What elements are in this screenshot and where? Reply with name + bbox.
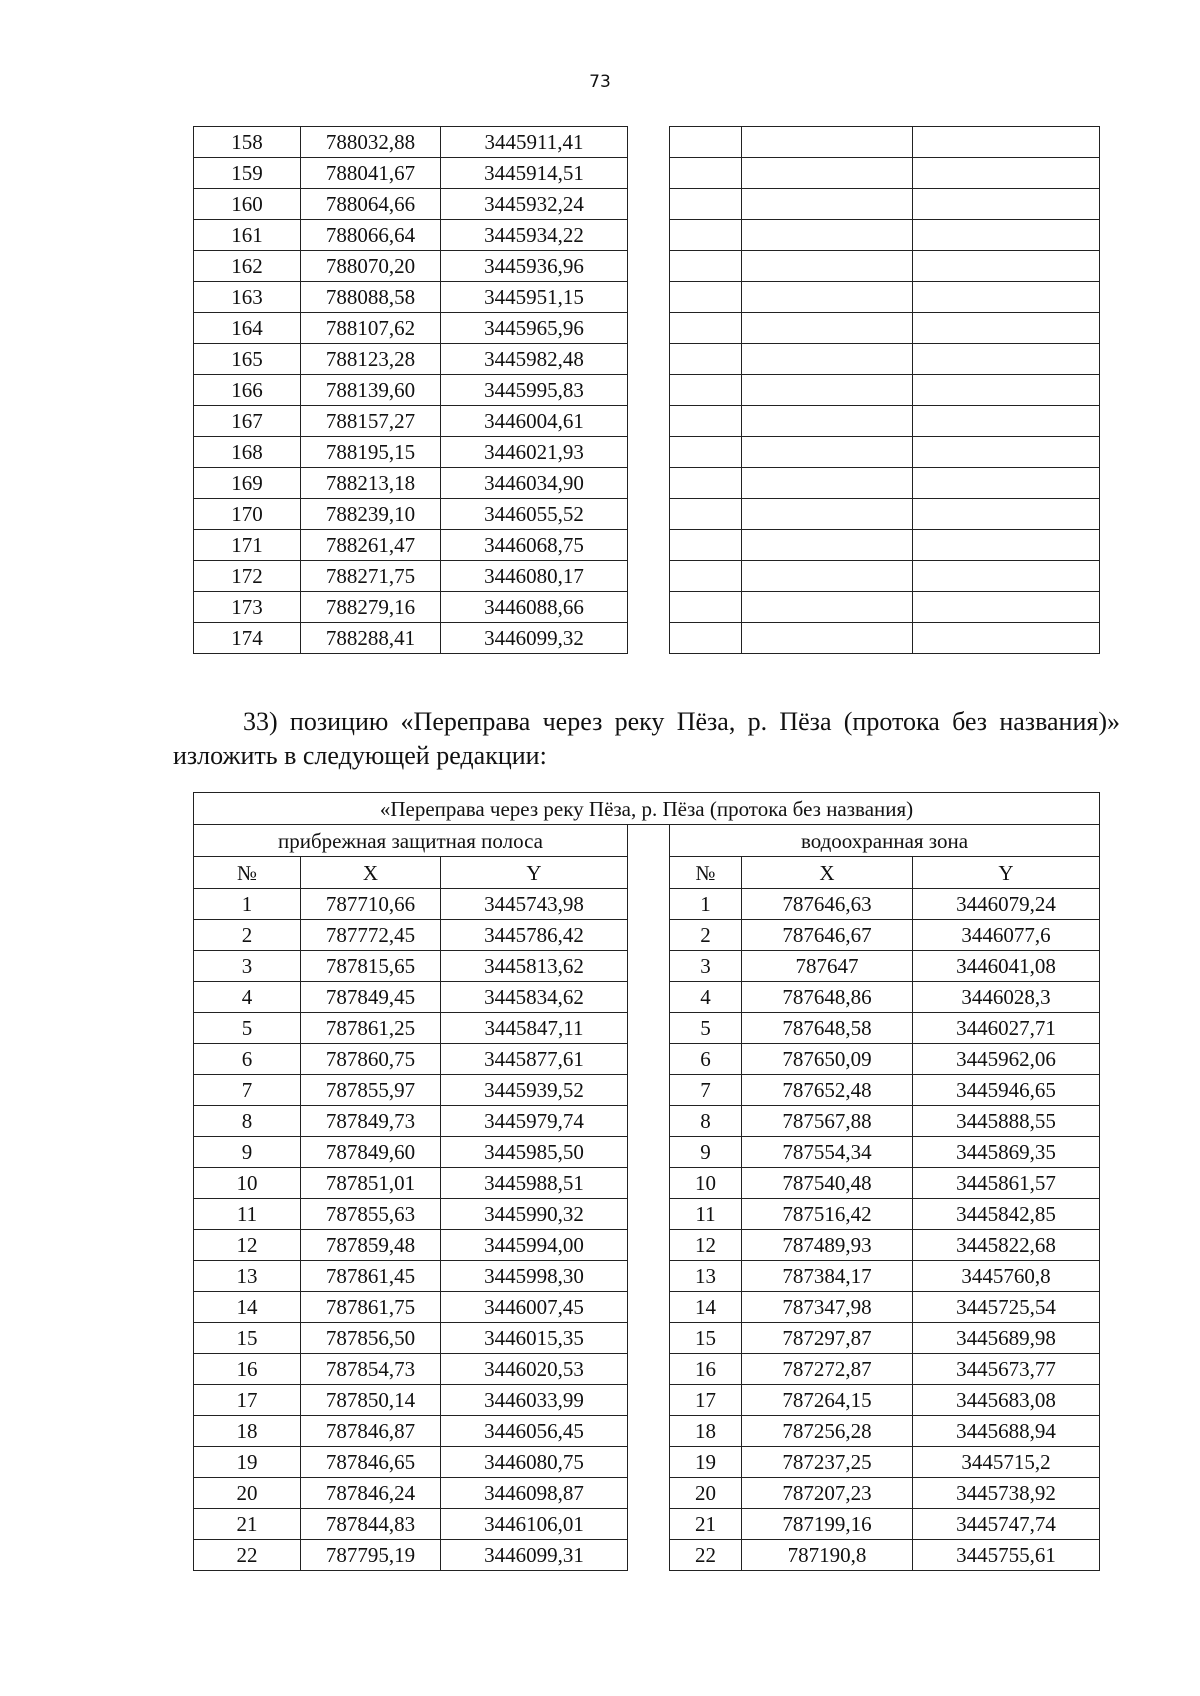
table-title: «Переправа через реку Пёза, р. Пёза (протока без названия) <box>194 793 1100 825</box>
x-coordinate-cell: 788213,18 <box>301 468 441 499</box>
x-coordinate-cell: 787272,87 <box>742 1354 913 1385</box>
y-coordinate-cell: 3446055,52 <box>441 499 628 530</box>
point-number-cell: 159 <box>194 158 301 189</box>
point-number-cell: 7 <box>194 1075 301 1106</box>
empty-cell <box>742 623 913 654</box>
point-number-cell: 22 <box>670 1540 742 1571</box>
x-coordinate-cell: 787648,86 <box>742 982 913 1013</box>
point-number-cell: 12 <box>194 1230 301 1261</box>
point-number-cell: 10 <box>670 1168 742 1199</box>
point-number-cell: 9 <box>670 1137 742 1168</box>
x-coordinate-cell: 787646,67 <box>742 920 913 951</box>
empty-cell <box>913 282 1100 313</box>
empty-cell <box>670 530 742 561</box>
y-coordinate-cell: 3445911,41 <box>441 127 628 158</box>
x-coordinate-cell: 787489,93 <box>742 1230 913 1261</box>
x-coordinate-cell: 787860,75 <box>301 1044 441 1075</box>
empty-cell <box>670 468 742 499</box>
empty-cell <box>742 282 913 313</box>
empty-cell <box>670 313 742 344</box>
y-coordinate-cell: 3445988,51 <box>441 1168 628 1199</box>
x-coordinate-cell: 788239,10 <box>301 499 441 530</box>
coastal-protection-strip-header: прибрежная защитная полоса <box>194 825 628 857</box>
point-number-cell: 11 <box>670 1199 742 1230</box>
empty-cell <box>913 499 1100 530</box>
y-coordinate-cell: 3446098,87 <box>441 1478 628 1509</box>
x-coordinate-cell: 787846,87 <box>301 1416 441 1447</box>
x-coordinate-cell: 787646,63 <box>742 889 913 920</box>
y-coordinate-cell: 3446033,99 <box>441 1385 628 1416</box>
point-number-cell: 1 <box>194 889 301 920</box>
y-coordinate-cell: 3445962,06 <box>913 1044 1100 1075</box>
point-number-cell: 21 <box>194 1509 301 1540</box>
x-coordinate-cell: 787859,48 <box>301 1230 441 1261</box>
empty-cell <box>913 251 1100 282</box>
y-coordinate-cell: 3445842,85 <box>913 1199 1100 1230</box>
y-coordinate-cell: 3445982,48 <box>441 344 628 375</box>
x-coordinate-cell: 787849,45 <box>301 982 441 1013</box>
empty-cell <box>913 437 1100 468</box>
x-coordinate-cell: 787650,09 <box>742 1044 913 1075</box>
x-coordinate-cell: 787297,87 <box>742 1323 913 1354</box>
y-coordinate-cell: 3445994,00 <box>441 1230 628 1261</box>
point-number-cell: 172 <box>194 561 301 592</box>
y-coordinate-cell: 3446056,45 <box>441 1416 628 1447</box>
point-number-cell: 171 <box>194 530 301 561</box>
x-coordinate-cell: 787516,42 <box>742 1199 913 1230</box>
y-coordinate-cell: 3445861,57 <box>913 1168 1100 1199</box>
x-coordinate-cell: 787851,01 <box>301 1168 441 1199</box>
y-coordinate-cell: 3445995,83 <box>441 375 628 406</box>
empty-cell <box>913 561 1100 592</box>
point-number-cell: 20 <box>194 1478 301 1509</box>
y-coordinate-cell: 3445888,55 <box>913 1106 1100 1137</box>
point-number-cell: 1 <box>670 889 742 920</box>
empty-cell <box>742 375 913 406</box>
point-number-cell: 168 <box>194 437 301 468</box>
x-coordinate-cell: 788123,28 <box>301 344 441 375</box>
empty-cell <box>670 158 742 189</box>
point-number-cell: 19 <box>670 1447 742 1478</box>
x-coordinate-cell: 787849,60 <box>301 1137 441 1168</box>
point-number-cell: 173 <box>194 592 301 623</box>
point-number-cell: 15 <box>670 1323 742 1354</box>
crossing-coordinates-table <box>193 792 1100 1571</box>
x-coordinate-cell: 787856,50 <box>301 1323 441 1354</box>
y-coordinate-cell: 3446099,32 <box>441 623 628 654</box>
point-number-cell: 167 <box>194 406 301 437</box>
point-number-cell: 11 <box>194 1199 301 1230</box>
point-number-cell: 158 <box>194 127 301 158</box>
x-coordinate-cell: 787347,98 <box>742 1292 913 1323</box>
point-number-cell: 5 <box>194 1013 301 1044</box>
y-coordinate-cell: 3445951,15 <box>441 282 628 313</box>
y-coordinate-cell: 3445998,30 <box>441 1261 628 1292</box>
point-number-cell: 16 <box>194 1354 301 1385</box>
empty-cell <box>913 127 1100 158</box>
x-coordinate-cell: 787256,28 <box>742 1416 913 1447</box>
empty-cell <box>913 158 1100 189</box>
empty-cell <box>742 499 913 530</box>
column-header-y: Y <box>441 857 628 889</box>
empty-cell <box>742 189 913 220</box>
empty-cell <box>913 406 1100 437</box>
x-coordinate-cell: 787554,34 <box>742 1137 913 1168</box>
y-coordinate-cell: 3445990,32 <box>441 1199 628 1230</box>
column-gap <box>628 825 670 1571</box>
y-coordinate-cell: 3445760,8 <box>913 1261 1100 1292</box>
x-coordinate-cell: 787861,25 <box>301 1013 441 1044</box>
empty-cell <box>742 344 913 375</box>
point-number-cell: 18 <box>670 1416 742 1447</box>
empty-cell <box>742 127 913 158</box>
point-number-cell: 3 <box>194 951 301 982</box>
empty-cell <box>913 313 1100 344</box>
x-coordinate-cell: 787207,23 <box>742 1478 913 1509</box>
y-coordinate-cell: 3446099,31 <box>441 1540 628 1571</box>
y-coordinate-cell: 3446079,24 <box>913 889 1100 920</box>
y-coordinate-cell: 3445847,11 <box>441 1013 628 1044</box>
x-coordinate-cell: 788064,66 <box>301 189 441 220</box>
x-coordinate-cell: 787190,8 <box>742 1540 913 1571</box>
empty-cell <box>742 530 913 561</box>
empty-cell <box>913 530 1100 561</box>
point-number-cell: 12 <box>670 1230 742 1261</box>
y-coordinate-cell: 3445936,96 <box>441 251 628 282</box>
empty-cell <box>913 220 1100 251</box>
point-number-cell: 161 <box>194 220 301 251</box>
y-coordinate-cell: 3445747,74 <box>913 1509 1100 1540</box>
y-coordinate-cell: 3445869,35 <box>913 1137 1100 1168</box>
empty-cell <box>913 375 1100 406</box>
x-coordinate-cell: 787861,75 <box>301 1292 441 1323</box>
y-coordinate-cell: 3445738,92 <box>913 1478 1100 1509</box>
empty-cell <box>670 127 742 158</box>
y-coordinate-cell: 3445932,24 <box>441 189 628 220</box>
x-coordinate-cell: 787795,19 <box>301 1540 441 1571</box>
x-coordinate-cell: 787855,97 <box>301 1075 441 1106</box>
empty-cell <box>913 189 1100 220</box>
x-coordinate-cell: 788271,75 <box>301 561 441 592</box>
x-coordinate-cell: 787199,16 <box>742 1509 913 1540</box>
x-coordinate-cell: 787815,65 <box>301 951 441 982</box>
empty-cell <box>742 313 913 344</box>
empty-cell <box>670 251 742 282</box>
empty-cell <box>670 344 742 375</box>
x-coordinate-cell: 787647 <box>742 951 913 982</box>
y-coordinate-cell: 3445725,54 <box>913 1292 1100 1323</box>
x-coordinate-cell: 788107,62 <box>301 313 441 344</box>
point-number-cell: 22 <box>194 1540 301 1571</box>
y-coordinate-cell: 3445683,08 <box>913 1385 1100 1416</box>
y-coordinate-cell: 3446041,08 <box>913 951 1100 982</box>
x-coordinate-cell: 788088,58 <box>301 282 441 313</box>
y-coordinate-cell: 3446021,93 <box>441 437 628 468</box>
x-coordinate-cell: 787652,48 <box>742 1075 913 1106</box>
y-coordinate-cell: 3445813,62 <box>441 951 628 982</box>
y-coordinate-cell: 3445934,22 <box>441 220 628 251</box>
empty-cell <box>913 344 1100 375</box>
x-coordinate-cell: 788157,27 <box>301 406 441 437</box>
y-coordinate-cell: 3446004,61 <box>441 406 628 437</box>
point-number-cell: 166 <box>194 375 301 406</box>
y-coordinate-cell: 3445914,51 <box>441 158 628 189</box>
y-coordinate-cell: 3446007,45 <box>441 1292 628 1323</box>
x-coordinate-cell: 787264,15 <box>742 1385 913 1416</box>
column-header-y: Y <box>913 857 1100 889</box>
y-coordinate-cell: 3446015,35 <box>441 1323 628 1354</box>
y-coordinate-cell: 3446034,90 <box>441 468 628 499</box>
point-number-cell: 164 <box>194 313 301 344</box>
column-header-x: X <box>742 857 913 889</box>
point-number-cell: 174 <box>194 623 301 654</box>
x-coordinate-cell: 788032,88 <box>301 127 441 158</box>
x-coordinate-cell: 787846,24 <box>301 1478 441 1509</box>
point-number-cell: 16 <box>670 1354 742 1385</box>
empty-cell <box>670 282 742 313</box>
point-number-cell: 163 <box>194 282 301 313</box>
point-number-cell: 14 <box>194 1292 301 1323</box>
point-number-cell: 2 <box>670 920 742 951</box>
column-gap <box>628 127 670 654</box>
y-coordinate-cell: 3446080,17 <box>441 561 628 592</box>
x-coordinate-cell: 787844,83 <box>301 1509 441 1540</box>
water-protection-zone-header: водоохранная зона <box>670 825 1100 857</box>
y-coordinate-cell: 3445946,65 <box>913 1075 1100 1106</box>
empty-cell <box>742 406 913 437</box>
column-header-number: № <box>670 857 742 889</box>
point-number-cell: 2 <box>194 920 301 951</box>
x-coordinate-cell: 787850,14 <box>301 1385 441 1416</box>
empty-cell <box>670 437 742 468</box>
empty-cell <box>670 375 742 406</box>
point-number-cell: 13 <box>670 1261 742 1292</box>
y-coordinate-cell: 3445689,98 <box>913 1323 1100 1354</box>
y-coordinate-cell: 3445743,98 <box>441 889 628 920</box>
empty-cell <box>913 468 1100 499</box>
x-coordinate-cell: 788070,20 <box>301 251 441 282</box>
x-coordinate-cell: 787710,66 <box>301 889 441 920</box>
point-number-cell: 165 <box>194 344 301 375</box>
empty-cell <box>742 158 913 189</box>
empty-cell <box>670 189 742 220</box>
empty-cell <box>742 561 913 592</box>
point-number-cell: 7 <box>670 1075 742 1106</box>
y-coordinate-cell: 3445786,42 <box>441 920 628 951</box>
y-coordinate-cell: 3445985,50 <box>441 1137 628 1168</box>
column-header-x: X <box>301 857 441 889</box>
x-coordinate-cell: 788279,16 <box>301 592 441 623</box>
x-coordinate-cell: 787861,45 <box>301 1261 441 1292</box>
x-coordinate-cell: 788195,15 <box>301 437 441 468</box>
x-coordinate-cell: 787849,73 <box>301 1106 441 1137</box>
point-number-cell: 21 <box>670 1509 742 1540</box>
y-coordinate-cell: 3446077,6 <box>913 920 1100 951</box>
y-coordinate-cell: 3446080,75 <box>441 1447 628 1478</box>
point-number-cell: 18 <box>194 1416 301 1447</box>
empty-cell <box>670 499 742 530</box>
empty-cell <box>742 592 913 623</box>
y-coordinate-cell: 3446106,01 <box>441 1509 628 1540</box>
y-coordinate-cell: 3446028,3 <box>913 982 1100 1013</box>
point-number-cell: 6 <box>670 1044 742 1075</box>
point-number-cell: 4 <box>194 982 301 1013</box>
empty-cell <box>742 251 913 282</box>
y-coordinate-cell: 3445965,96 <box>441 313 628 344</box>
page-number: 73 <box>589 72 611 92</box>
x-coordinate-cell: 787772,45 <box>301 920 441 951</box>
x-coordinate-cell: 788139,60 <box>301 375 441 406</box>
y-coordinate-cell: 3445822,68 <box>913 1230 1100 1261</box>
x-coordinate-cell: 787540,48 <box>742 1168 913 1199</box>
empty-cell <box>670 220 742 251</box>
x-coordinate-cell: 787648,58 <box>742 1013 913 1044</box>
point-number-cell: 3 <box>670 951 742 982</box>
y-coordinate-cell: 3445979,74 <box>441 1106 628 1137</box>
point-number-cell: 160 <box>194 189 301 220</box>
y-coordinate-cell: 3445834,62 <box>441 982 628 1013</box>
point-number-cell: 162 <box>194 251 301 282</box>
x-coordinate-cell: 788066,64 <box>301 220 441 251</box>
point-number-cell: 9 <box>194 1137 301 1168</box>
point-number-cell: 170 <box>194 499 301 530</box>
empty-cell <box>742 220 913 251</box>
empty-cell <box>670 561 742 592</box>
y-coordinate-cell: 3446088,66 <box>441 592 628 623</box>
empty-cell <box>913 623 1100 654</box>
y-coordinate-cell: 3445688,94 <box>913 1416 1100 1447</box>
point-number-cell: 4 <box>670 982 742 1013</box>
point-number-cell: 8 <box>194 1106 301 1137</box>
point-number-cell: 10 <box>194 1168 301 1199</box>
amendment-paragraph: 33) позицию «Переправа через реку Пёза, р. Пёза (протока без названия)» изложить в следующей редакции: <box>173 707 1120 770</box>
table-row <box>194 127 1100 158</box>
coordinates-table-continued <box>193 126 1100 654</box>
empty-cell <box>913 592 1100 623</box>
x-coordinate-cell: 788261,47 <box>301 530 441 561</box>
x-coordinate-cell: 787846,65 <box>301 1447 441 1478</box>
point-number-cell: 15 <box>194 1323 301 1354</box>
y-coordinate-cell: 3446020,53 <box>441 1354 628 1385</box>
point-number-cell: 19 <box>194 1447 301 1478</box>
y-coordinate-cell: 3445673,77 <box>913 1354 1100 1385</box>
point-number-cell: 13 <box>194 1261 301 1292</box>
point-number-cell: 14 <box>670 1292 742 1323</box>
y-coordinate-cell: 3445715,2 <box>913 1447 1100 1478</box>
column-header-number: № <box>194 857 301 889</box>
y-coordinate-cell: 3446068,75 <box>441 530 628 561</box>
empty-cell <box>670 406 742 437</box>
y-coordinate-cell: 3445755,61 <box>913 1540 1100 1571</box>
y-coordinate-cell: 3445877,61 <box>441 1044 628 1075</box>
point-number-cell: 169 <box>194 468 301 499</box>
x-coordinate-cell: 787384,17 <box>742 1261 913 1292</box>
point-number-cell: 5 <box>670 1013 742 1044</box>
point-number-cell: 17 <box>194 1385 301 1416</box>
x-coordinate-cell: 788041,67 <box>301 158 441 189</box>
y-coordinate-cell: 3446027,71 <box>913 1013 1100 1044</box>
point-number-cell: 20 <box>670 1478 742 1509</box>
x-coordinate-cell: 787854,73 <box>301 1354 441 1385</box>
empty-cell <box>670 623 742 654</box>
point-number-cell: 17 <box>670 1385 742 1416</box>
x-coordinate-cell: 787855,63 <box>301 1199 441 1230</box>
y-coordinate-cell: 3445939,52 <box>441 1075 628 1106</box>
empty-cell <box>670 592 742 623</box>
x-coordinate-cell: 787567,88 <box>742 1106 913 1137</box>
x-coordinate-cell: 787237,25 <box>742 1447 913 1478</box>
point-number-cell: 8 <box>670 1106 742 1137</box>
point-number-cell: 6 <box>194 1044 301 1075</box>
empty-cell <box>742 437 913 468</box>
empty-cell <box>742 468 913 499</box>
x-coordinate-cell: 788288,41 <box>301 623 441 654</box>
